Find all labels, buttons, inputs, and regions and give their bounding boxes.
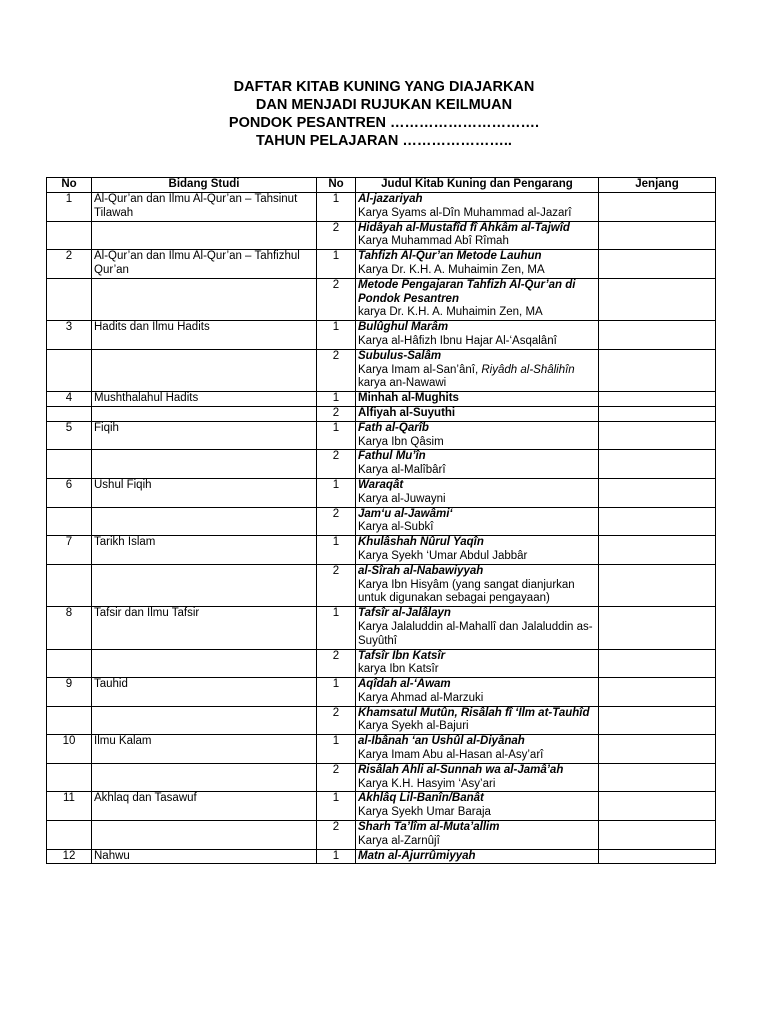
table-row <box>47 649 716 678</box>
author-text: Karya Syekh Umar Baraja <box>358 806 491 819</box>
author-text: Karya Dr. K.H. A. Muhaimin Zen, MA <box>358 263 545 276</box>
header-bidang-studi: Bidang Studi <box>92 178 317 193</box>
cell-judul-kitab <box>356 735 599 764</box>
author-text: Karya Imam Abu al-Hasan al-Asy’arî <box>358 749 544 762</box>
cell-no: 10 <box>47 735 92 764</box>
cell-no-kitab: 1 <box>317 321 356 350</box>
cell-judul-kitab <box>356 406 599 421</box>
kitab-title: Subulus-Salâm <box>358 349 442 362</box>
cell-bidang-studi: Ushul Fiqih <box>92 478 317 507</box>
table-row <box>47 221 716 250</box>
table-row <box>47 478 716 507</box>
document-title <box>0 78 768 150</box>
cell-jenjang <box>599 763 716 792</box>
cell-jenjang <box>599 278 716 320</box>
cell-no-kitab: 1 <box>317 849 356 864</box>
kitab-author <box>358 521 596 535</box>
cell-no <box>47 406 92 421</box>
table-row <box>47 406 716 421</box>
cell-no-kitab: 2 <box>317 706 356 735</box>
table-row <box>47 564 716 606</box>
cell-no-kitab: 1 <box>317 421 356 450</box>
cell-jenjang <box>599 706 716 735</box>
table-row <box>47 507 716 536</box>
header-no-kitab: No <box>317 178 356 193</box>
cell-jenjang <box>599 792 716 821</box>
kitab-author <box>358 306 596 320</box>
cell-no <box>47 763 92 792</box>
kitab-title: al-Ibânah ‘an Ushûl al-Diyânah <box>358 735 525 748</box>
table-header-row <box>47 178 716 193</box>
kitab-author <box>358 550 596 564</box>
cell-jenjang <box>599 478 716 507</box>
table-row <box>47 421 716 450</box>
kitab-author <box>358 264 596 278</box>
cell-judul-kitab <box>356 349 599 391</box>
kitab-author <box>358 749 596 763</box>
table-row <box>47 349 716 391</box>
cell-no <box>47 278 92 320</box>
kitab-author <box>358 663 596 677</box>
table-row <box>47 392 716 407</box>
table-row <box>47 321 716 350</box>
author-text: Karya Syams al-Dîn Muhammad al-Jazarî <box>358 206 572 219</box>
kitab-author <box>358 692 596 706</box>
cell-bidang-studi: Tarikh Islam <box>92 536 317 565</box>
cell-bidang-studi: Al-Qur’an dan Ilmu Al-Qur’an – Tahsinut Tilawah <box>92 193 317 222</box>
kitab-author <box>358 579 596 607</box>
author-text: karya Ibn Katsîr <box>358 663 439 676</box>
header-jenjang: Jenjang <box>599 178 716 193</box>
cell-judul-kitab <box>356 564 599 606</box>
cell-no: 7 <box>47 536 92 565</box>
cell-judul-kitab <box>356 278 599 320</box>
cell-no <box>47 564 92 606</box>
cell-jenjang <box>599 421 716 450</box>
cell-no <box>47 349 92 391</box>
cell-jenjang <box>599 536 716 565</box>
cell-judul-kitab <box>356 678 599 707</box>
cell-bidang-studi <box>92 706 317 735</box>
author-text: Karya al-Malîbârî <box>358 464 446 477</box>
kitab-title: Akhlâq Lil-Banîn/Banât <box>358 792 484 805</box>
cell-bidang-studi <box>92 221 317 250</box>
cell-judul-kitab <box>356 450 599 479</box>
cell-jenjang <box>599 821 716 850</box>
title-line-3: PONDOK PESANTREN …………………………. <box>228 115 540 131</box>
cell-bidang-studi: Ilmu Kalam <box>92 735 317 764</box>
cell-no: 8 <box>47 607 92 649</box>
cell-no <box>47 450 92 479</box>
cell-bidang-studi <box>92 278 317 320</box>
kitab-author <box>358 720 596 734</box>
cell-no-kitab: 2 <box>317 221 356 250</box>
cell-bidang-studi: Hadits dan Ilmu Hadits <box>92 321 317 350</box>
kitab-author <box>358 621 596 649</box>
cell-no: 1 <box>47 193 92 222</box>
cell-no-kitab: 2 <box>317 821 356 850</box>
cell-judul-kitab <box>356 421 599 450</box>
cell-no-kitab: 1 <box>317 193 356 222</box>
table-row <box>47 678 716 707</box>
table-row <box>47 536 716 565</box>
author-tail-text: karya an-Nawawi <box>358 377 447 390</box>
kitab-title: Fath al-Qarîb <box>358 421 429 434</box>
cell-jenjang <box>599 221 716 250</box>
cell-bidang-studi: Tauhid <box>92 678 317 707</box>
cell-no-kitab: 2 <box>317 349 356 391</box>
cell-no: 4 <box>47 392 92 407</box>
kitab-title: Tafsîr al-Jalâlayn <box>358 607 451 620</box>
cell-no <box>47 221 92 250</box>
cell-jenjang <box>599 507 716 536</box>
cell-bidang-studi <box>92 649 317 678</box>
cell-judul-kitab <box>356 649 599 678</box>
cell-no <box>47 706 92 735</box>
author-text: Karya Jalaluddin al-Mahallî dan Jalaluddin as-Suyûthî <box>358 620 593 647</box>
cell-bidang-studi <box>92 763 317 792</box>
cell-bidang-studi: Al-Qur’an dan Ilmu Al-Qur’an – Tahfizhul Qur’an <box>92 250 317 279</box>
table-row <box>47 763 716 792</box>
cell-jenjang <box>599 735 716 764</box>
cell-no: 2 <box>47 250 92 279</box>
cell-bidang-studi <box>92 507 317 536</box>
cell-no-kitab: 2 <box>317 649 356 678</box>
cell-no <box>47 821 92 850</box>
cell-jenjang <box>599 649 716 678</box>
table-row <box>47 849 716 864</box>
cell-bidang-studi: Akhlaq dan Tasawuf <box>92 792 317 821</box>
table-row <box>47 250 716 279</box>
cell-jenjang <box>599 193 716 222</box>
cell-no-kitab: 1 <box>317 478 356 507</box>
cell-no: 6 <box>47 478 92 507</box>
kitab-title: Risâlah Ahli al-Sunnah wa al-Jamâ’ah <box>358 763 564 776</box>
cell-judul-kitab <box>356 478 599 507</box>
author-text: Karya Syekh al-Bajuri <box>358 720 469 733</box>
cell-no-kitab: 2 <box>317 564 356 606</box>
cell-bidang-studi: Mushthalahul Hadits <box>92 392 317 407</box>
cell-jenjang <box>599 321 716 350</box>
kitab-title: Minhah al-Mughits <box>358 392 459 405</box>
cell-no-kitab: 1 <box>317 392 356 407</box>
cell-no <box>47 507 92 536</box>
kitab-author <box>358 835 596 849</box>
kitab-title: Hidâyah al-Mustafîd fî Ahkâm al-Tajwîd <box>358 221 570 234</box>
table-row <box>47 821 716 850</box>
cell-judul-kitab <box>356 607 599 649</box>
kitab-title: Matn al-Ājurrûmiyyah <box>358 849 476 862</box>
cell-judul-kitab <box>356 392 599 407</box>
kitab-author <box>358 806 596 820</box>
title-line-2: DAN MENJADI RUJUKAN KEILMUAN <box>255 97 513 113</box>
cell-jenjang <box>599 849 716 864</box>
cell-judul-kitab <box>356 221 599 250</box>
header-no: No <box>47 178 92 193</box>
author-italic-text: Riyâdh al-Shâlihîn <box>481 363 575 376</box>
cell-judul-kitab <box>356 507 599 536</box>
cell-bidang-studi: Nahwu <box>92 849 317 864</box>
kitab-title: Alfiyah al-Suyuthi <box>358 406 456 419</box>
table-body <box>47 193 716 864</box>
kitab-author <box>358 335 596 349</box>
author-text: karya Dr. K.H. A. Muhaimin Zen, MA <box>358 306 543 319</box>
table-row <box>47 278 716 320</box>
cell-bidang-studi <box>92 349 317 391</box>
author-text: Karya al-Zarnûjî <box>358 834 440 847</box>
kitab-title: Metode Pengajaran Tahfizh Al-Qur’an di Pondok Pesantren <box>358 278 576 305</box>
table-row <box>47 735 716 764</box>
kitab-title: Waraqât <box>358 478 404 491</box>
cell-bidang-studi <box>92 821 317 850</box>
cell-no-kitab: 1 <box>317 536 356 565</box>
cell-no-kitab: 2 <box>317 450 356 479</box>
kitab-author <box>358 493 596 507</box>
cell-no-kitab: 2 <box>317 507 356 536</box>
cell-bidang-studi <box>92 406 317 421</box>
kitab-title: Aqîdah al-‘Awam <box>358 678 451 691</box>
kitab-author <box>358 364 596 392</box>
table-row <box>47 607 716 649</box>
cell-no: 9 <box>47 678 92 707</box>
cell-no: 11 <box>47 792 92 821</box>
author-text: Karya K.H. Hasyim ‘Asy’ari <box>358 777 496 790</box>
kitab-title: Khamsatul Mutûn, Risâlah fî ‘Ilm at-Tauhîd <box>358 706 590 719</box>
cell-no-kitab: 2 <box>317 763 356 792</box>
cell-jenjang <box>599 406 716 421</box>
kitab-title: Jam‘u al-Jawâmi‘ <box>358 507 453 520</box>
kitab-title: Fathul Mu’în <box>358 450 426 463</box>
cell-jenjang <box>599 250 716 279</box>
cell-no-kitab: 1 <box>317 735 356 764</box>
kitab-title: al-Sîrah al-Nabawiyyah <box>358 564 484 577</box>
cell-judul-kitab <box>356 706 599 735</box>
kitab-author <box>358 464 596 478</box>
cell-no-kitab: 2 <box>317 278 356 320</box>
title-line-1: DAFTAR KITAB KUNING YANG DIAJARKAN <box>233 79 535 95</box>
cell-no-kitab: 2 <box>317 406 356 421</box>
table-row <box>47 792 716 821</box>
table-row <box>47 193 716 222</box>
author-text: Karya Ibn Qâsim <box>358 435 444 448</box>
kitab-title: Khulâshah Nûrul Yaqîn <box>358 536 484 549</box>
cell-bidang-studi <box>92 450 317 479</box>
cell-judul-kitab <box>356 193 599 222</box>
cell-judul-kitab <box>356 536 599 565</box>
table-row <box>47 450 716 479</box>
kitab-author <box>358 436 596 450</box>
kitab-title: Al-jazariyah <box>358 193 423 205</box>
cell-no-kitab: 1 <box>317 678 356 707</box>
cell-bidang-studi <box>92 564 317 606</box>
table-row <box>47 706 716 735</box>
cell-judul-kitab <box>356 250 599 279</box>
kitab-title: Tafsîr Ibn Katsîr <box>358 649 446 662</box>
author-text: Karya Syekh ‘Umar Abdul Jabbâr <box>358 549 528 562</box>
cell-jenjang <box>599 392 716 407</box>
cell-no: 5 <box>47 421 92 450</box>
kitab-title: Bulûghul Marâm <box>358 321 449 334</box>
author-text: Karya al-Hâfizh Ibnu Hajar Al-‘Asqalânî <box>358 334 557 347</box>
cell-no: 3 <box>47 321 92 350</box>
author-text: Karya Imam al-San’ânî, <box>358 363 479 376</box>
kitab-author <box>358 235 596 249</box>
author-text: Karya Ibn Hisyâm (yang sangat dianjurkan untuk digunakan sebagai pengayaan) <box>358 578 575 605</box>
author-text: Karya al-Subkî <box>358 521 434 534</box>
cell-no-kitab: 1 <box>317 607 356 649</box>
author-text: Karya al-Juwayni <box>358 492 446 505</box>
cell-judul-kitab <box>356 792 599 821</box>
kitab-title: Sharh Ta’lîm al-Muta’allim <box>358 821 500 834</box>
cell-judul-kitab <box>356 763 599 792</box>
title-line-4: TAHUN PELAJARAN ………………….. <box>256 133 512 149</box>
cell-jenjang <box>599 349 716 391</box>
cell-jenjang <box>599 678 716 707</box>
cell-bidang-studi: Fiqih <box>92 421 317 450</box>
author-text: Karya Muhammad Abî Rîmah <box>358 235 509 248</box>
author-text: Karya Ahmad al-Marzuki <box>358 691 484 704</box>
cell-judul-kitab <box>356 321 599 350</box>
kitab-table <box>46 177 716 864</box>
cell-judul-kitab <box>356 849 599 864</box>
cell-jenjang <box>599 607 716 649</box>
header-judul-kitab: Judul Kitab Kuning dan Pengarang <box>356 178 599 193</box>
cell-jenjang <box>599 564 716 606</box>
cell-judul-kitab <box>356 821 599 850</box>
cell-no-kitab: 1 <box>317 250 356 279</box>
kitab-author <box>358 778 596 792</box>
cell-jenjang <box>599 450 716 479</box>
cell-no <box>47 649 92 678</box>
cell-no-kitab: 1 <box>317 792 356 821</box>
cell-bidang-studi: Tafsir dan Ilmu Tafsir <box>92 607 317 649</box>
kitab-author <box>358 207 596 221</box>
kitab-title: Tahfizh Al-Qur’an Metode Lauhun <box>358 250 542 263</box>
cell-no: 12 <box>47 849 92 864</box>
